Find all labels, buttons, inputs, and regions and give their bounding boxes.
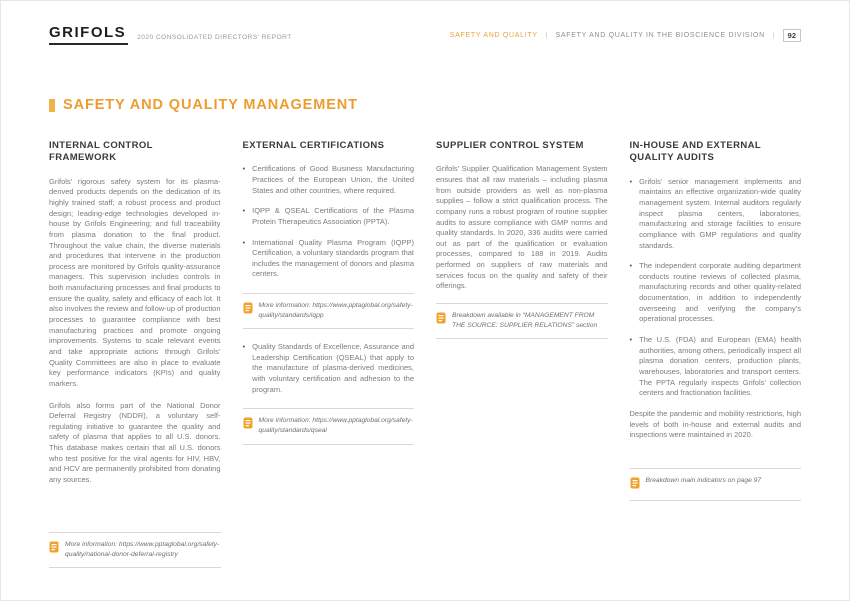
bullet-text: Certifications of Good Business Manufacturing Practices of the European Union, the United States and other countries, where required. <box>252 164 414 195</box>
more-info-link[interactable]: More information: https://www.pptaglobal.org/safety-quality/standards/qseal <box>258 417 413 435</box>
report-title: 2020 CONSOLIDATED DIRECTORS’ REPORT <box>137 34 292 41</box>
more-info-note <box>49 532 221 568</box>
breadcrumb-separator: | <box>545 31 548 39</box>
column-supplier-control-system <box>436 140 608 568</box>
bullet-marker: • <box>242 237 246 247</box>
bullet-marker: • <box>629 261 633 271</box>
body-paragraph: Grifols also forms part of the National Donor Deferral Registry (NDDR), a voluntary self-regulating initiative to guarantee the quality and safety of plasma that applies to all U.S. donors. This database makes certain that all U.S. donors who test positive for the viral agents for HIV, HBV, and HCV are permanently prohibited from donating any sources. <box>49 400 221 484</box>
page-header <box>49 25 801 45</box>
breadcrumb-subsection: SAFETY AND QUALITY IN THE BIOSCIENCE DIVISION <box>555 31 765 39</box>
header-breadcrumb <box>450 29 801 46</box>
more-info-link[interactable]: More information: https://www.pptaglobal.org/safety-quality/standards/iqpp <box>258 302 413 320</box>
column-heading: INTERNAL CONTROL FRAMEWORK <box>49 140 153 164</box>
bullet-item <box>243 342 415 395</box>
breadcrumb-separator: | <box>772 31 775 39</box>
content-columns <box>49 140 801 568</box>
more-info-note <box>243 293 415 329</box>
more-info-icon <box>243 416 253 433</box>
header-left <box>49 25 292 45</box>
bullet-item <box>630 261 802 325</box>
more-info-icon <box>436 311 446 328</box>
breakdown-note <box>630 468 802 501</box>
body-paragraph: Grifols’ Supplier Qualification Management System ensures that all raw materials – including plasma from outside providers as well as non-plasma supplies – follow a strict qualification process. The company runs a robust program of routine supplier audits to assure compliance with GMP norms and quality standards. In 2020, 336 audits were carried out as part of the qualification or evaluation processes, compared to 188 in 2019. Audits performed on suppliers of raw materials and services focus on the quality and safety of their offerings. <box>436 164 608 291</box>
bullet-text: The independent corporate auditing department conducts routine reviews of collected plasma, manufacturing records and other quality-related documentation, in addition to independently overseeing and verifying the company’s operational processes. <box>639 261 801 324</box>
bullet-text: IQPP & QSEAL Certifications of the Plasma Protein Therapeutics Association (PPTA). <box>252 206 414 226</box>
bullet-marker: • <box>242 206 246 216</box>
bullet-text: Grifols’ senior management implements and maintains an effective organization-wide quality management system. Internal auditors regularly inspect plasma centers, laboratories, manufacturing and storage facilities to ensure compliance with GMP regulations and quality standards. <box>639 176 801 250</box>
breadcrumb-section: SAFETY AND QUALITY <box>449 31 538 39</box>
bullet-item <box>243 164 415 196</box>
column-heading: IN-HOUSE AND EXTERNAL QUALITY AUDITS <box>629 140 761 164</box>
breakdown-note-text: Breakdown available in “MANAGEMENT FROM THE SOURCE: SUPPLIER RELATIONS” section <box>452 312 598 330</box>
bullet-text: Quality Standards of Excellence, Assurance and Leadership Certification (QSEAL) that apply to the manufacture of plasma-derived medicines, with voluntary certification and adhesion to the program. <box>252 342 414 394</box>
more-info-icon <box>49 540 59 557</box>
column-external-certifications <box>243 140 415 568</box>
page-number: 92 <box>783 29 801 43</box>
section-title <box>49 97 801 113</box>
bullet-marker: • <box>629 176 633 186</box>
column-heading: EXTERNAL CERTIFICATIONS <box>242 140 385 151</box>
bullet-item <box>630 335 802 399</box>
bullet-text: The U.S. (FDA) and European (EMA) health authorities, among others, periodically inspect all plasma donation centers, production plants, warehouses, laboratories and transport centers. The PPTA regularly inspects Grifols’ collection centers and fractionation facilities. <box>639 335 801 398</box>
bullet-item <box>243 206 415 227</box>
breakdown-note-text: Breakdown main indicators on page 97 <box>645 476 762 484</box>
body-paragraph: Despite the pandemic and mobility restrictions, high levels of both in-house and external audits and inspections were maintained in 2020. <box>629 408 801 440</box>
body-paragraph: Grifols’ rigorous safety system for its plasma-derived products depends on the dedication of its highly trained staff; a robust process and product design; leading-edge technologies developed in-house by Grifols Engineering; and full traceability from plasma donation to the final product. Throughout the value chain, the diverse materials and procedures that intervene in the production process are monitored by Grifols quality-assurance managers. This supervision includes controls in both manufacturing processes and final products to ensure the quality, safety and efficacy of each lot. It also involves the review and follow-up of production processes to guarantee compliance with best manufacturing practices and promote ongoing improvements. Systems to scale relevant events and take appropriate actions through Grifols’ Quality Committees are also in place to evaluate key performance indicators (KPIs) and quality markers. <box>49 176 221 388</box>
column-internal-control-framework <box>49 140 221 568</box>
more-info-icon <box>630 476 640 493</box>
breakdown-note <box>436 303 608 339</box>
bullet-text: International Quality Plasma Program (IQPP) Certification, a voluntary standards program that includes the management of donors and plasma centers. <box>252 237 414 279</box>
more-info-note <box>243 408 415 444</box>
bullet-marker: • <box>629 335 633 345</box>
grifols-logo: GRIFOLS <box>49 25 128 45</box>
column-heading: SUPPLIER CONTROL SYSTEM <box>436 140 584 151</box>
bullet-item <box>630 177 802 251</box>
section-title-text: SAFETY AND QUALITY MANAGEMENT <box>63 97 358 113</box>
more-info-icon <box>243 301 253 318</box>
bullet-item <box>243 238 415 281</box>
title-accent-bar <box>49 99 55 112</box>
more-info-link[interactable]: More information: https://www.pptaglobal.org/safety-quality/national-donor-deferral-registry <box>65 540 220 558</box>
bullet-marker: • <box>242 342 246 352</box>
column-quality-audits <box>630 140 802 568</box>
bullet-marker: • <box>242 164 246 174</box>
